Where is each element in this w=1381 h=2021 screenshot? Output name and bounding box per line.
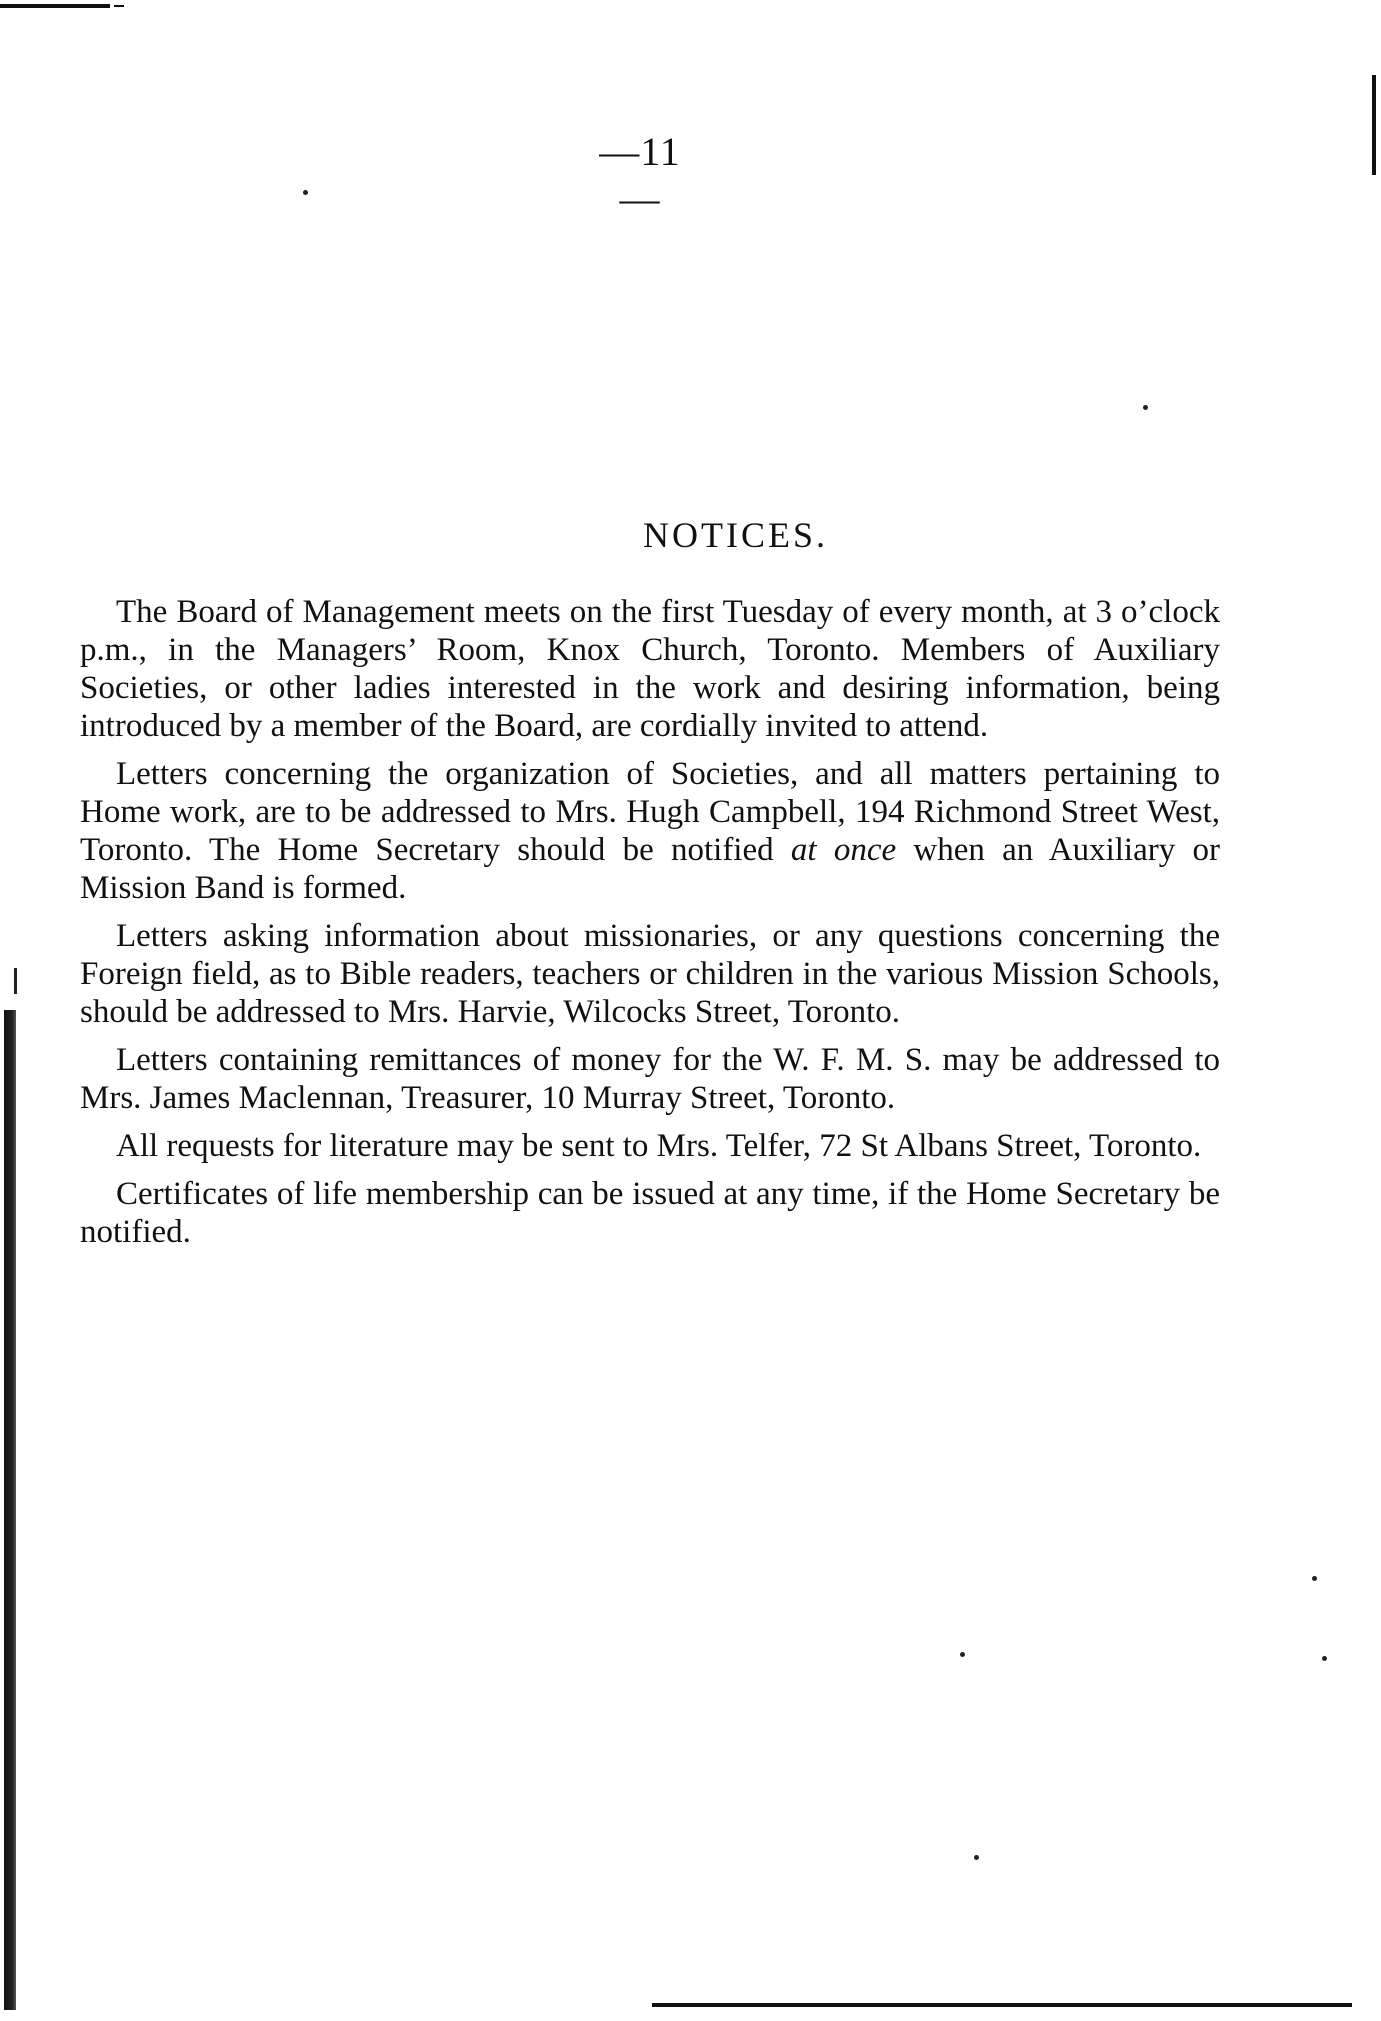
- scan-speck: [974, 1855, 979, 1860]
- scan-speck: [960, 1652, 965, 1657]
- notice-paragraph-home-work: [80, 755, 1220, 907]
- notice-emphasis: at once: [790, 832, 897, 868]
- notice-paragraph-board-meetings: The Board of Management meets on the first Tuesday of every month, at 3 o’clock p.m., in the Managers’ Room, Knox Church, Toronto. Members of Auxiliary Societies, or other ladies interested in the work and desiring information, being introduced by a member of the Board, are cordially invited to attend.: [80, 594, 1220, 744]
- notice-paragraph-life-membership: Certificates of life membership can be issued at any time, if the Home Secretary be notified.: [80, 1176, 1220, 1250]
- top-edge-rule: [0, 4, 110, 8]
- scan-speck: [303, 190, 308, 195]
- notice-text: when an Auxiliary or Mission Band is formed.: [80, 832, 1220, 906]
- bottom-edge-rule: [652, 2003, 1352, 2007]
- notice-paragraph-literature: All requests for literature may be sent to Mrs. Telfer, 72 St Albans Street, Toronto.: [116, 1128, 1202, 1164]
- notices-body: [80, 593, 1220, 1261]
- scan-speck: [1322, 1656, 1327, 1661]
- top-edge-rule-tail: [114, 5, 124, 7]
- left-edge-tick: [14, 968, 17, 994]
- page-number: —11—: [599, 129, 681, 221]
- right-edge-mark: [1372, 75, 1376, 175]
- notice-paragraph-foreign-field: Letters asking information about missionaries, or any questions concerning the Foreign field, as to Bible readers, teachers or children in the various Mission Schools, should be addressed to Mrs. Harvie, Wilcocks Street, Toronto.: [80, 918, 1220, 1030]
- notice-text: Letters concerning the organization of Societies, and all matters pertaining to Home work, are to be addressed to Mrs. Hugh Campbell, 194 Richmond Street West, Toronto. The Home Secretary should be notified: [80, 756, 1220, 868]
- notice-paragraph-remittances: Letters containing remittances of money for the W. F. M. S. may be addressed to Mrs. James Maclennan, Treasurer, 10 Murray Street, Toronto.: [80, 1042, 1220, 1116]
- section-title: NOTICES.: [643, 515, 828, 555]
- left-binding-shadow: [4, 1010, 16, 2010]
- scan-speck: [1143, 405, 1148, 410]
- scan-speck: [1312, 1576, 1317, 1581]
